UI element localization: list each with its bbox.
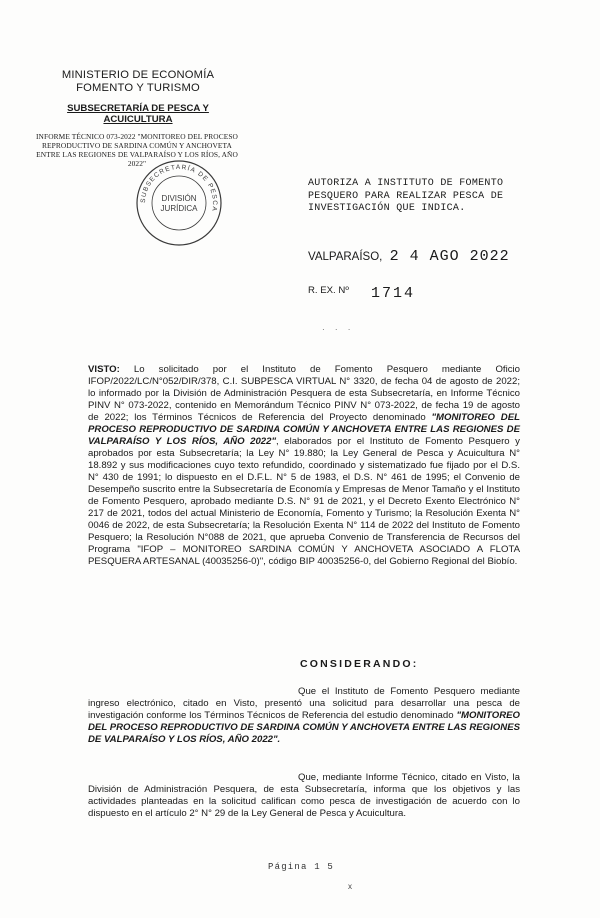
stamp-ring-text: SUBSECRETARÍA DE PESCA — [139, 163, 219, 213]
ministry-name: MINISTERIO DE ECONOMÍA FOMENTO Y TURISMO — [61, 69, 215, 94]
resolution-number: 1714 — [371, 285, 416, 302]
considerando-heading: CONSIDERANDO: — [300, 658, 419, 670]
page-number: Página 1 5 — [268, 862, 335, 872]
considerando-paragraph-1 — [88, 686, 520, 746]
stamp-line-1: DIVISIÓN — [161, 194, 197, 203]
visto-label: VISTO: — [88, 364, 120, 375]
considerando-paragraph-2: Que, mediante Informe Técnico, citado en Visto, la División de Administración Pesquera, de esta Subsecretaría, informa que los objetivos y las actividades planteadas en la solicitud califican como pesca de investigación de acuerdo con lo dispuesto en el artículo 2° N° 29 de la Ley General de Pesca y Acuicultura. — [88, 772, 520, 819]
resolution-label: R. EX. Nº — [308, 285, 349, 296]
authorization-title: AUTORIZA A INSTITUTO DE FOMENTO PESQUERO PARA REALIZAR PESCA DE INVESTIGACIÓN QUE INDICA. — [308, 178, 504, 214]
visto-text-a: Lo solicitado por el Instituto de Fomento Pesquero mediante Oficio IFOP/2022/LC/N°052/DIR/378, C.I. SUBPESCA VIRTUAL N° 3320, de fecha 04 de agosto de 2022; lo informado por la División de Administración Pesquera de esta Subsecretaría, en Informe Técnico PINV N° 073-2022, contenido en Memorándum Técnico PINV N° 073-2022, de fecha 19 de agosto de 2022; los Términos Técnicos de Referencia del Proyecto denominado — [88, 364, 520, 423]
stamp-line-2: JURÍDICA — [160, 204, 198, 213]
considerando-p1-title: "MONITOREO DEL PROCESO REPRODUCTIVO DE SARDINA COMÚN Y ANCHOVETA ENTRE LAS REGIONES DE VALPARAÍSO Y LOS RÍOS, AÑO 2022". — [88, 710, 520, 745]
division-juridica-stamp — [134, 158, 224, 248]
date-stamp: 2 4 AGO 2022 — [389, 248, 510, 265]
place-label: VALPARAÍSO, — [308, 251, 383, 263]
considerando-p1-text: Que el Instituto de Fomento Pesquero mediante ingreso electrónico, citado en Visto, presentó una solicitud para desarrollar una pesca de investigación conforme los Términos Técnicos de Referencia del estudio denominado — [88, 686, 520, 721]
visto-paragraph — [88, 364, 520, 568]
subsecretaria-name: SUBSECRETARÍA DE PESCA Y ACUICULTURA — [67, 103, 209, 125]
scan-dots: · · · — [322, 325, 355, 334]
informe-reference: INFORME TÉCNICO 073-2022 "MONITOREO DEL PROCESO REPRODUCTIVO DE SARDINA COMÚN Y ANCHOVETA ENTRE LAS REGIONES DE VALPARAÍSO Y LOS RÍOS, AÑO 2022" — [35, 132, 238, 168]
scan-mark: x — [348, 882, 352, 891]
place-date — [308, 248, 510, 265]
visto-text-b: , elaborados por el Instituto de Fomento Pesquero y aprobados por esta Subsecretaría; la Ley N° 19.880; la Ley General de Pesca y Acuicultura N° 18.892 y sus modificaciones cuyo texto refundido, coordinado y sistematizado fue fijado por el D.S. N° 430 de 1991; lo dispuesto en el D.F.L. N° 5 de 1983, el D.S. N° 461 de 1995; el Convenio de Desempeño suscrito entre la Subsecretaría de Economía y Empresas de Menor Tamaño y el Instituto de Fomento Pesquero, aprobado mediante D.S. N° 91 de 2021, y el Decreto Exento Electrónico N° 217 de 2021, todos del actual Ministerio de Economía, Fomento y Turismo; la Resolución Exenta N° 0046 de 2022, de esta Subsecretaría; la Resolución Exenta N° 114 de 2022 del Instituto de Fomento Pesquero; la Resolución N°088 de 2021, que aprueba Convenio de Transferencia de Recursos del Programa "IFOP – MONITOREO SARDINA COMÚN Y ANCHOVETA ASOCIADO A FLOTA PESQUERA ARTESANAL (40035256-0)", código BIP 40035256-0, del Gobierno Regional del Biobío. — [88, 436, 520, 567]
visto-project-title: "MONITOREO DEL PROCESO REPRODUCTIVO DE SARDINA COMÚN Y ANCHOVETA ENTRE LAS REGIONES DE VALPARAÍSO Y LOS RÍOS, AÑO 2022" — [88, 412, 520, 447]
